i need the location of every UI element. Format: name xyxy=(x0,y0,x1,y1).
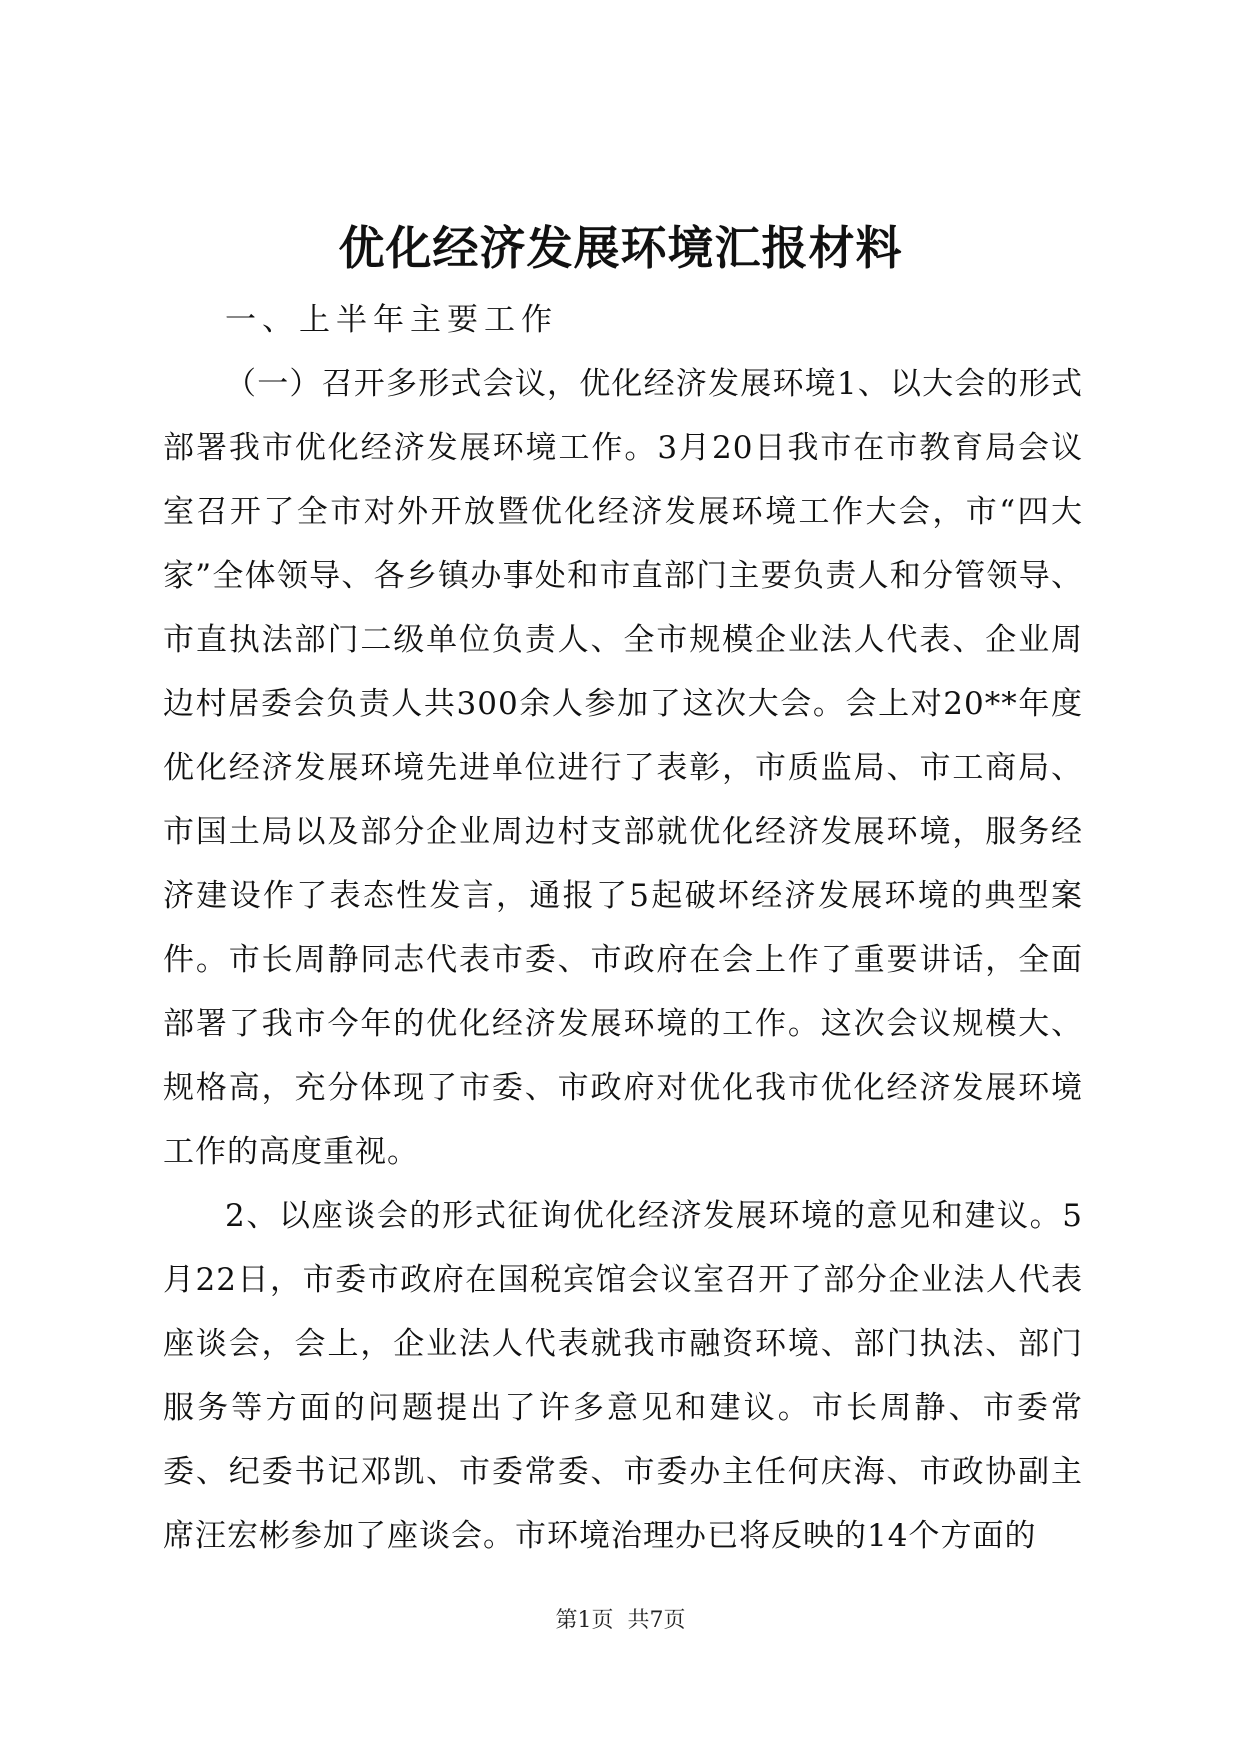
page-total: 共7页 xyxy=(627,1608,686,1633)
page-number: 第1页 xyxy=(555,1608,614,1633)
document-title: 优化经济发展环境汇报材料 xyxy=(338,221,903,275)
body-paragraph: （一）召开多形式会议，优化经济发展环境1、以大会的形式部署我市优化经济发展环境工作。3月20日我市在市教育局会议室召开了全市对外开放暨优化经济发展环境工作大会，市“四大家”全体领导、各乡镇办事处和市直部门主要负责人和分管领导、市直执法部门二级单位负责人、全市规模企业法人代表、企业周边村居委会负责人共300余人参加了这次大会。会上对20**年度优化经济发展环境先进单位进行了表彰，市质监局、市工商局、市国土局以及部分企业周边村支部就优化经济发展环境，服务经济建设作了表态性发言，通报了5起破坏经济发展环境的典型案件。市长周静同志代表市委、市政府在会上作了重要讲话，全面部署了我市今年的优化经济发展环境的工作。这次会议规模大、规格高，充分体现了市委、市政府对优化我市优化经济发展环境工作的高度重视。 xyxy=(163,366,1083,1170)
section-heading: 一、上半年主要工作 xyxy=(225,302,558,338)
page-footer xyxy=(0,1606,1241,1636)
body-paragraph: 2、以座谈会的形式征询优化经济发展环境的意见和建议。5月22日，市委市政府在国税宾馆会议室召开了部分企业法人代表座谈会，会上，企业法人代表就我市融资环境、部门执法、部门服务等方面的问题提出了许多意见和建议。市长周静、市委常委、纪委书记邓凯、市委常委、市委办主任何庆海、市政协副主席汪宏彬参加了座谈会。市环境治理办已将反映的14个方面的 xyxy=(163,1198,1083,1554)
document-body xyxy=(163,288,1083,1568)
